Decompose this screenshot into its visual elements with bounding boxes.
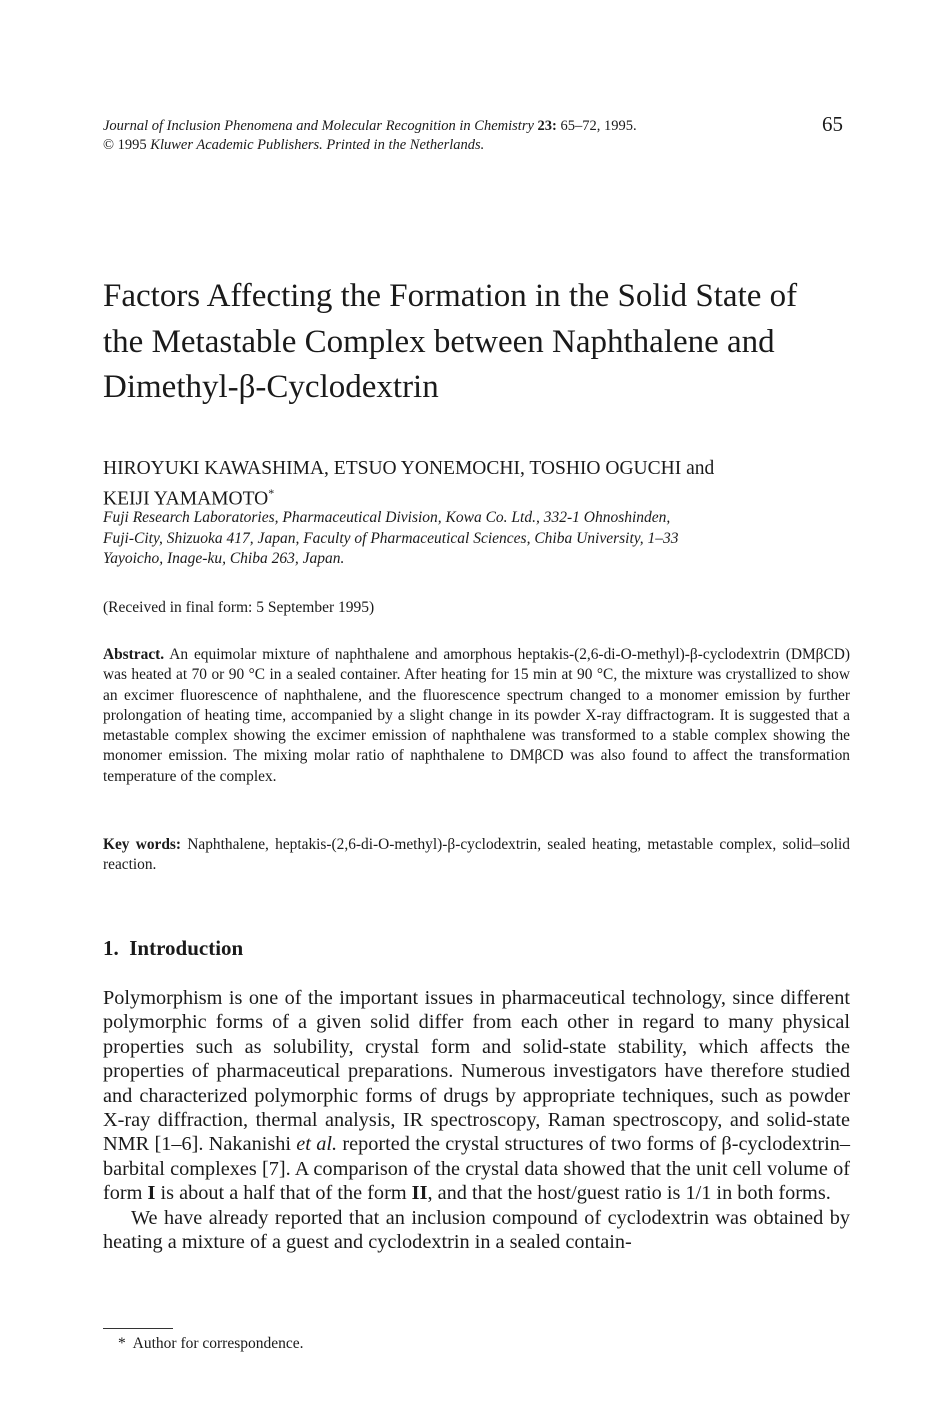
affiliation-line-2: Fuji-City, Shizuoka 417, Japan, Faculty of Pharmaceutical Sciences, Chiba University, 1–33 [103,529,679,547]
author-list [103,456,863,512]
affiliation [103,508,863,570]
abstract [103,645,850,787]
section-heading-introduction: 1. Introduction [103,936,244,960]
journal-pages-year: 65–72, 1995. [560,118,637,134]
intro-paragraph-1 [103,986,850,1206]
page-number: 65 [822,112,843,136]
printed-location: Printed in the Netherlands. [326,137,485,153]
journal-citation [103,117,843,155]
keywords [103,835,850,876]
keywords-label: Key words: [103,836,182,853]
author-footnote-marker: * [268,486,275,500]
received-date: (Received in final form: 5 September 1995) [103,599,375,616]
publisher-name: Kluwer Academic Publishers. [150,137,323,153]
intro-p1-form-2: II [411,1182,428,1205]
title-line-2: the Metastable Complex between Naphthalene and [103,323,775,360]
intro-p1-text-d: , and that the host/guest ratio is 1/1 in both forms. [427,1182,831,1205]
copyright-symbol: © [103,137,115,153]
journal-line-2 [103,136,843,155]
intro-paragraph-2: We have already reported that an inclusion compound of cyclodextrin was obtained by heating a mixture of a guest and cyclodextrin in a sealed contain- [103,1206,850,1254]
title-line-1: Factors Affecting the Formation in the Solid State of [103,278,798,314]
affiliation-line-1: Fuji Research Laboratories, Pharmaceutical Division, Kowa Co. Ltd., 332-1 Ohnoshinden, [103,509,671,526]
intro-p1-text-c: is about a half that of the form [155,1182,412,1205]
introduction-body [103,986,850,1254]
authors-line-1: HIROYUKI KAWASHIMA, ETSUO YONEMOCHI, TOSHIO OGUCHI and [103,458,715,479]
abstract-label: Abstract. [103,646,165,663]
intro-p1-text-b: reported the crystal structures of two forms of β-cyclodextrin–barbital complexes [7]. A comparison of the crystal data showed that the unit cell volume of form [103,1133,850,1205]
intro-p1-text-a: Polymorphism is one of the important issues in pharmaceutical technology, since different polymorphic forms of a given solid differ from each other in regard to many physical properties such as solubility, crystal form and solid-state stability, which affects the properties of pharmaceutical preparations. Numerous investigators have therefore studied and characterized polymorphic forms of drugs by appropriate techniques, such as powder X-ray diffraction, thermal analysis, IR spectroscopy, Raman spectroscopy, and solid-state NMR [1–6]. Nakanishi [103,987,850,1156]
paper-title [103,274,863,411]
keywords-text: Naphthalene, heptakis-(2,6-di-O-methyl)-β-cyclodextrin, sealed heating, metastable complex, solid–solid reaction. [103,836,851,874]
footnote-marker: * [118,1335,126,1352]
title-line-3: Dimethyl-β-Cyclodextrin [103,369,439,405]
abstract-text: An equimolar mixture of naphthalene and amorphous heptakis-(2,6-di-O-methyl)-β-cyclodextrin (DMβCD) was heated at 70 or 90 °C in a sealed container. After heating for 15 min at 90 °C, the mixture was crystallized to show an excimer fluorescence of naphthalene, and the fluorescence spectrum changed to a monomer emission by further prolongation of heating time, accompanied by a slight change in its powder X-ray diffractogram. It is suggested that a metastable complex showing the excimer emission of naphthalene was transformed to a stable complex showing the monomer emission. The mixing molar ratio of naphthalene to DMβCD was also found to affect the transformation temperature of the complex. [103,646,850,785]
copyright-year: 1995 [117,137,147,153]
intro-p1-etal: et al. [296,1133,338,1156]
footnote-rule [103,1328,173,1329]
journal-line-1 [103,117,843,136]
journal-name: Journal of Inclusion Phenomena and Molecular Recognition in Chemistry [103,118,534,134]
footnote-text: Author for correspondence. [132,1335,304,1352]
corresponding-author: KEIJI YAMAMOTO [103,488,269,510]
journal-volume: 23: [537,118,557,134]
footnote [118,1335,304,1353]
authors-line-2 [103,481,863,512]
affiliation-line-3: Yayoicho, Inage-ku, Chiba 263, Japan. [103,550,345,567]
intro-p1-form-1: I [147,1182,156,1205]
